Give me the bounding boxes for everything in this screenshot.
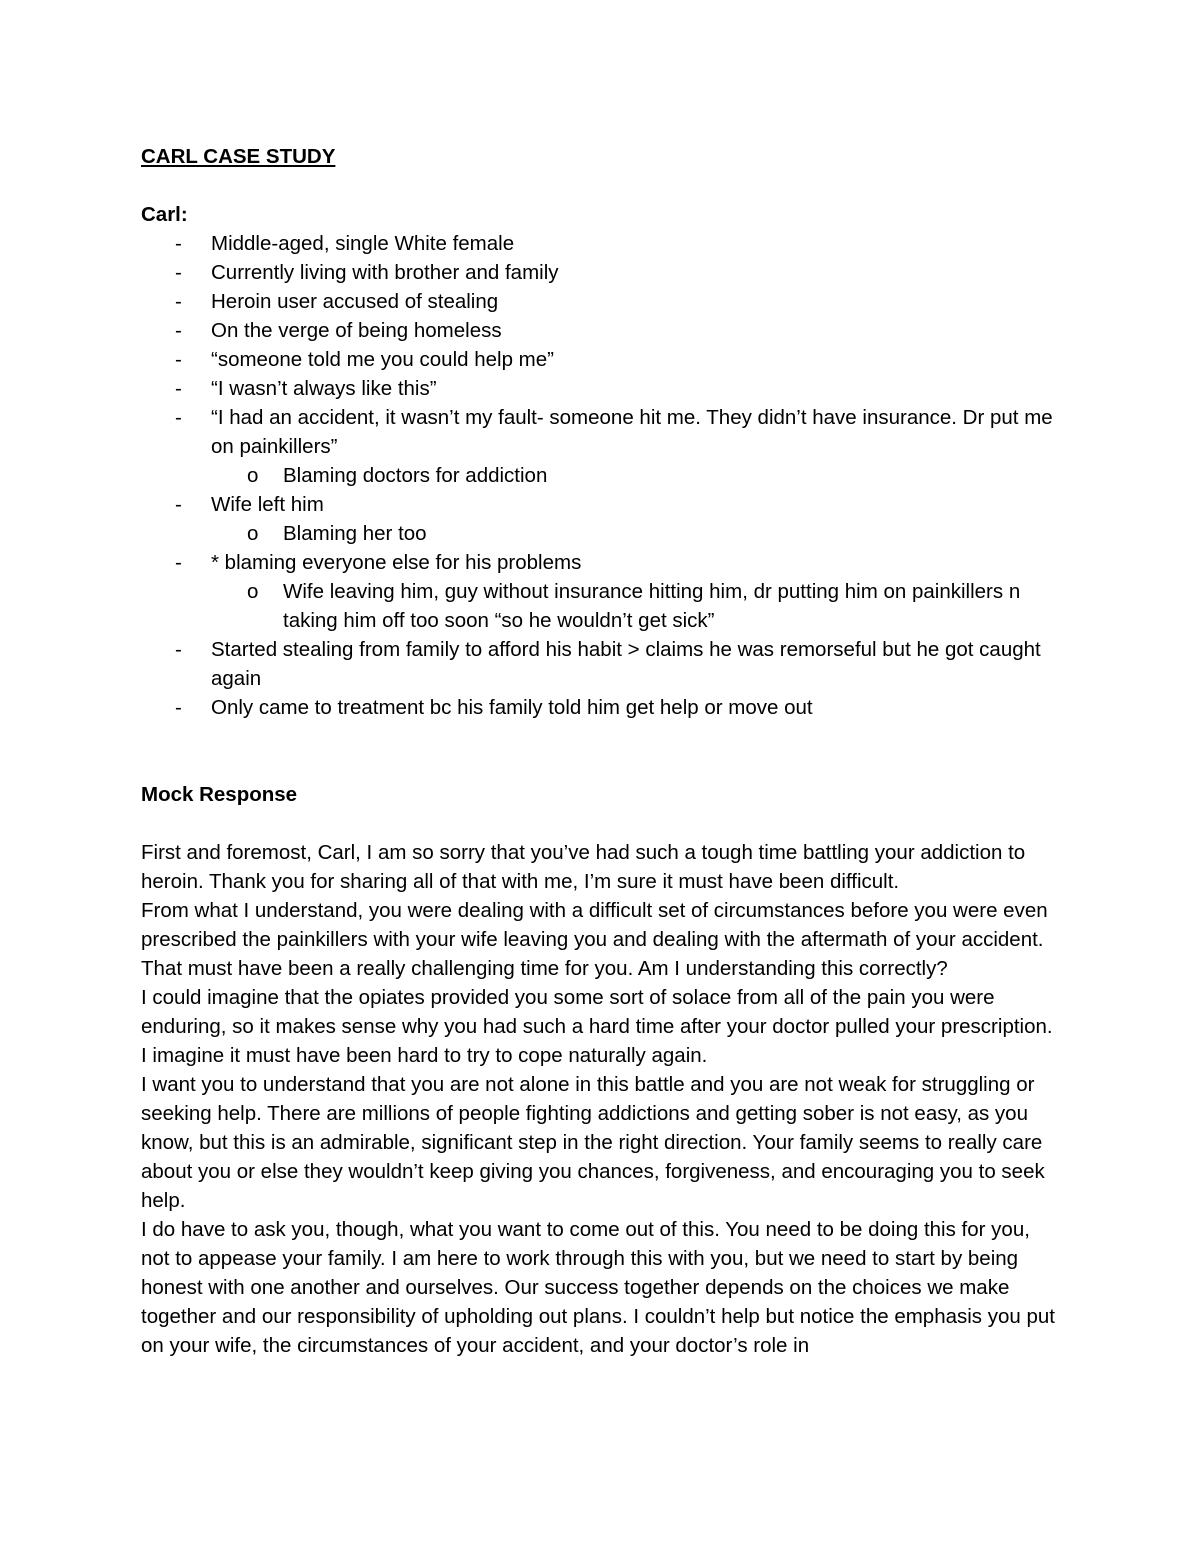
dash-marker: - — [175, 261, 182, 284]
bullet-item — [141, 693, 1061, 722]
bullet-text: Currently living with brother and family — [211, 261, 559, 284]
profile-bullet-list — [141, 229, 1061, 722]
bullet-text: “I had an accident, it wasn’t my fault- someone hit me. They didn’t have insurance. Dr put me on painkillers” — [211, 406, 1053, 458]
bullet-text: Only came to treatment bc his family told him get help or move out — [211, 696, 813, 719]
dash-marker: - — [175, 638, 182, 661]
mock-response-body — [141, 838, 1061, 1360]
bullet-text: “someone told me you could help me” — [211, 348, 554, 371]
dash-marker: - — [175, 493, 182, 516]
bullet-item — [141, 374, 1061, 403]
dash-marker: - — [175, 551, 182, 574]
bullet-text: On the verge of being homeless — [211, 319, 502, 342]
bullet-text: Started stealing from family to afford his habit > claims he was remorseful but he got caught again — [211, 638, 1041, 690]
sub-bullet-item — [211, 461, 1061, 490]
response-paragraph: I want you to understand that you are not alone in this battle and you are not weak for struggling or seeking help. There are millions of people fighting addictions and getting sober is not easy, as you know, but this is an admirable, significant step in the right direction. Your family seems to really care about you or else they wouldn’t keep giving you chances, forgiveness, and encouraging you to seek help. — [141, 1073, 1045, 1212]
dash-marker: - — [175, 348, 182, 371]
sub-bullet-text: Wife leaving him, guy without insurance hitting him, dr putting him on painkillers n taking him off too soon “so he wouldn’t get sick” — [283, 580, 1021, 632]
dash-marker: - — [175, 696, 182, 719]
bullet-item — [141, 287, 1061, 316]
bullet-item — [141, 490, 1061, 548]
sub-bullet-text: Blaming her too — [283, 522, 427, 545]
document-content — [141, 142, 1061, 1360]
sub-bullet-item — [211, 519, 1061, 548]
sub-bullet-item — [211, 577, 1061, 635]
bullet-item — [141, 345, 1061, 374]
response-paragraph: I could imagine that the opiates provided you some sort of solace from all of the pain you were enduring, so it makes sense why you had such a hard time after your doctor pulled your prescription. I imagine it must have been hard to try to cope naturally again. — [141, 986, 1053, 1067]
bullet-text: Wife left him — [211, 493, 324, 516]
spacer — [141, 171, 1061, 200]
response-paragraph: I do have to ask you, though, what you want to come out of this. You need to be doing this for you, not to appease your family. I am here to work through this with you, but we need to start by being honest with one another and ourselves. Our success together depends on the choices we make together and our responsibility of upholding out plans. I couldn’t help but notice the emphasis you put on your wife, the circumstances of your accident, and your doctor’s role in — [141, 1218, 1055, 1357]
response-paragraph: First and foremost, Carl, I am so sorry that you’ve had such a tough time battling your addiction to heroin. Thank you for sharing all of that with me, I’m sure it must have been difficult. — [141, 841, 1026, 893]
sub-bullet-list — [211, 461, 1061, 490]
sub-bullet-text: Blaming doctors for addiction — [283, 464, 548, 487]
dash-marker: - — [175, 232, 182, 255]
bullet-item — [141, 258, 1061, 287]
bullet-item — [141, 316, 1061, 345]
response-paragraph: From what I understand, you were dealing with a difficult set of circumstances before you were even prescribed the painkillers with your wife leaving you and dealing with the aftermath of your accident. That must have been a really challenging time for you. Am I understanding this correctly? — [141, 899, 1048, 980]
bullet-item — [141, 403, 1061, 490]
dash-marker: - — [175, 290, 182, 313]
dash-marker: - — [175, 406, 182, 429]
bullet-text: “I wasn’t always like this” — [211, 377, 437, 400]
mock-response-heading: Mock Response — [141, 783, 298, 806]
section-gap — [141, 722, 1061, 780]
circle-bullet-marker: o — [247, 522, 259, 545]
profile-label: Carl: — [141, 203, 188, 226]
bullet-text: Middle-aged, single White female — [211, 232, 515, 255]
bullet-item — [141, 635, 1061, 693]
sub-bullet-list — [211, 577, 1061, 635]
sub-bullet-list — [211, 519, 1061, 548]
bullet-text: Heroin user accused of stealing — [211, 290, 499, 313]
dash-marker: - — [175, 319, 182, 342]
dash-marker: - — [175, 377, 182, 400]
bullet-text: * blaming everyone else for his problems — [211, 551, 582, 574]
bullet-item — [141, 229, 1061, 258]
spacer — [141, 809, 1061, 838]
circle-bullet-marker: o — [247, 464, 259, 487]
circle-bullet-marker: o — [247, 580, 259, 603]
bullet-item — [141, 548, 1061, 635]
document-title: CARL CASE STUDY — [141, 145, 336, 168]
